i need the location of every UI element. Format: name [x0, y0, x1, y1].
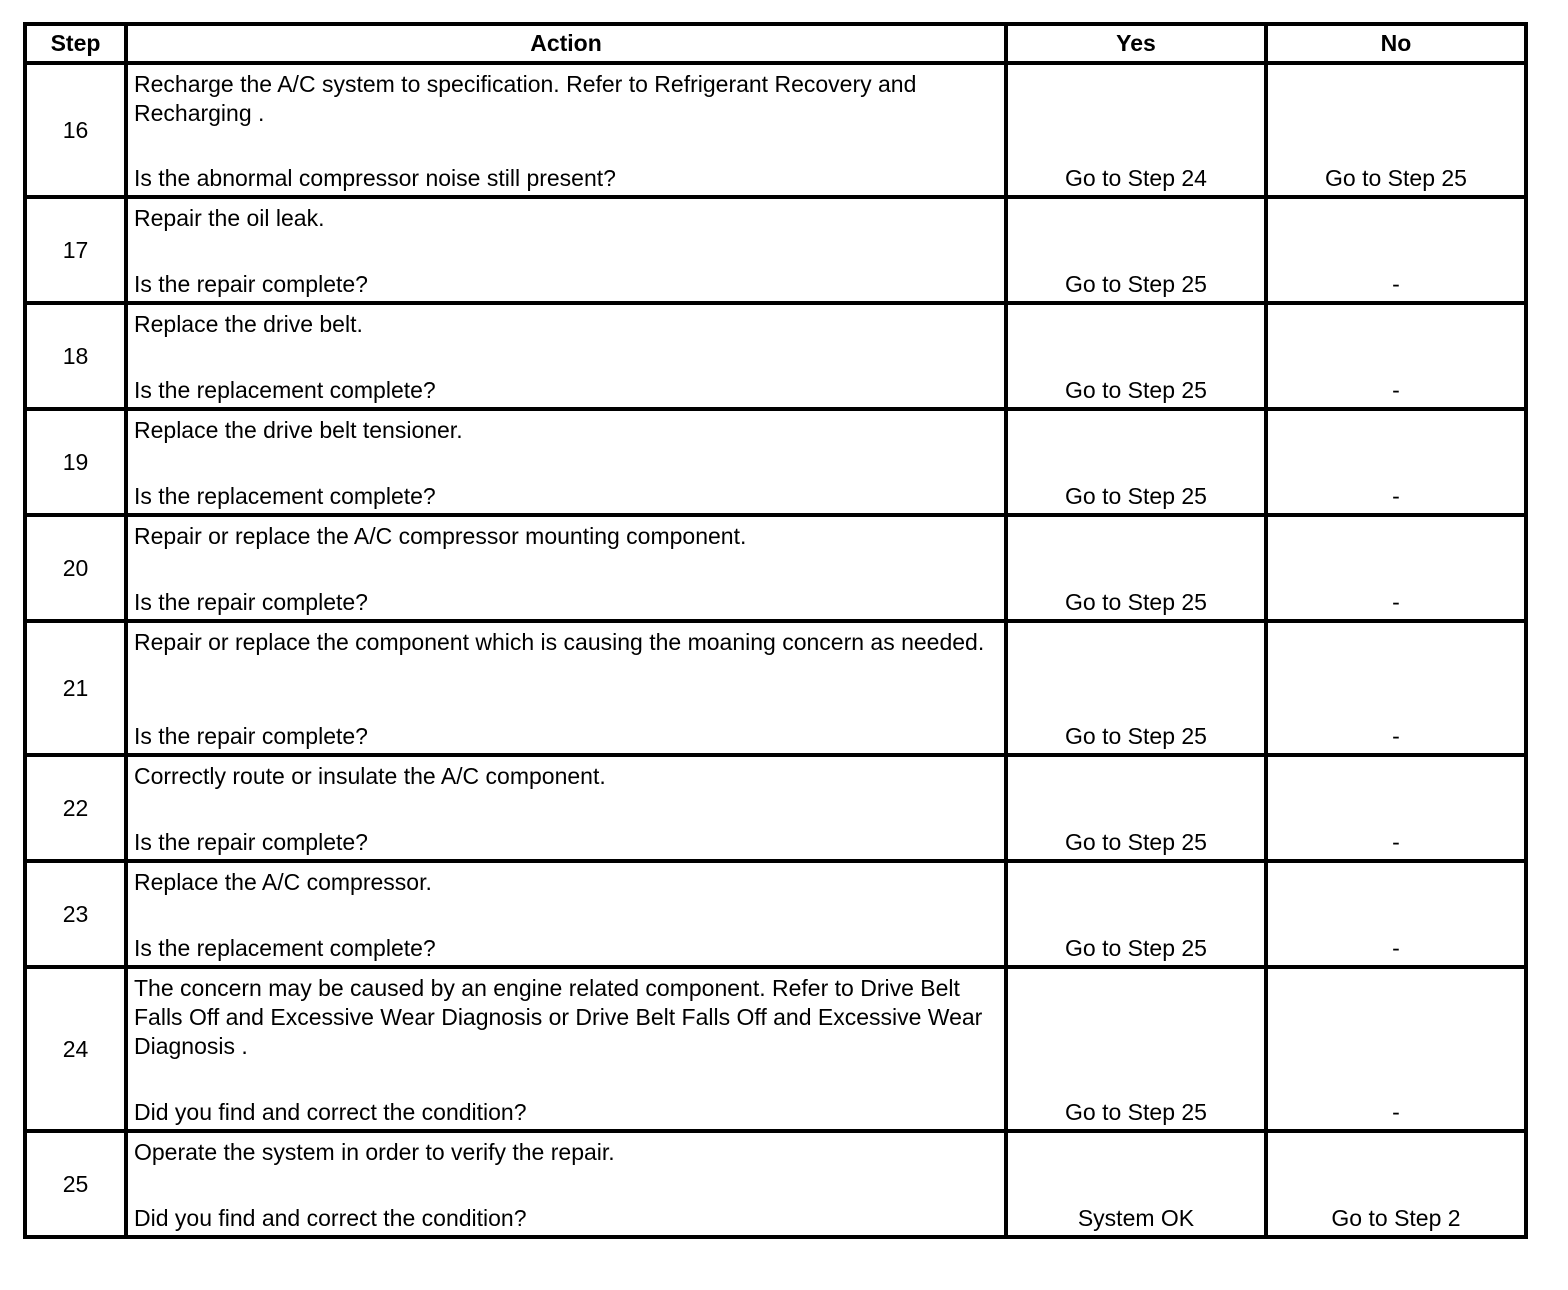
table-row: [25, 515, 1526, 621]
table-row: [25, 1131, 1526, 1237]
header-no: No: [1266, 24, 1526, 63]
table-row: [25, 967, 1526, 1131]
no-result: Go to Step 25: [1266, 63, 1526, 197]
step-number: 19: [25, 409, 126, 515]
action-instruction: Operate the system in order to verify the repair.: [134, 1139, 615, 1165]
table-row: [25, 303, 1526, 409]
step-number: 25: [25, 1131, 126, 1237]
yes-result: Go to Step 25: [1006, 197, 1266, 303]
step-number: 23: [25, 861, 126, 967]
action-instruction: Replace the drive belt.: [134, 311, 363, 337]
no-result: -: [1266, 303, 1526, 409]
header-action: Action: [126, 24, 1006, 63]
action-content: [134, 204, 1000, 299]
diagnostic-table: [23, 22, 1528, 1239]
action-content: [134, 310, 1000, 405]
action-content: [134, 628, 1000, 751]
action-content: [134, 70, 1000, 193]
action-question: Is the repair complete?: [134, 829, 368, 855]
action-question: Is the replacement complete?: [134, 377, 436, 403]
action-question: Is the repair complete?: [134, 271, 368, 297]
action-question: Is the repair complete?: [134, 723, 368, 749]
no-result: -: [1266, 515, 1526, 621]
yes-result: Go to Step 25: [1006, 755, 1266, 861]
action-cell: [126, 197, 1006, 303]
action-cell: [126, 861, 1006, 967]
action-cell: [126, 63, 1006, 197]
action-instruction: Repair or replace the A/C compressor mounting component.: [134, 523, 747, 549]
action-question: Is the repair complete?: [134, 589, 368, 615]
yes-result: Go to Step 25: [1006, 515, 1266, 621]
action-question: Is the replacement complete?: [134, 483, 436, 509]
action-instruction: The concern may be caused by an engine related component. Refer to Drive Belt Falls Off and Excessive Wear Diagnosis or Drive Belt Falls Off and Excessive Wear Diagnosis .: [134, 975, 983, 1059]
action-cell: [126, 755, 1006, 861]
yes-result: Go to Step 25: [1006, 409, 1266, 515]
no-result: -: [1266, 861, 1526, 967]
step-number: 18: [25, 303, 126, 409]
action-question: Is the abnormal compressor noise still present?: [134, 165, 616, 191]
step-number: 20: [25, 515, 126, 621]
action-instruction: Recharge the A/C system to specification. Refer to Refrigerant Recovery and Recharging .: [134, 71, 917, 126]
action-cell: [126, 409, 1006, 515]
action-content: [134, 974, 1000, 1127]
step-number: 21: [25, 621, 126, 755]
yes-result: Go to Step 25: [1006, 967, 1266, 1131]
yes-result: Go to Step 25: [1006, 621, 1266, 755]
action-cell: [126, 303, 1006, 409]
no-result: -: [1266, 621, 1526, 755]
no-result: -: [1266, 967, 1526, 1131]
header-row: [25, 24, 1526, 63]
action-instruction: Repair or replace the component which is causing the moaning concern as needed.: [134, 629, 985, 655]
table-row: [25, 63, 1526, 197]
action-question: Did you find and correct the condition?: [134, 1099, 527, 1125]
action-content: [134, 762, 1000, 857]
step-number: 17: [25, 197, 126, 303]
table-row: [25, 755, 1526, 861]
step-number: 24: [25, 967, 126, 1131]
table-row: [25, 409, 1526, 515]
action-cell: [126, 1131, 1006, 1237]
step-number: 16: [25, 63, 126, 197]
header-yes: Yes: [1006, 24, 1266, 63]
action-content: [134, 416, 1000, 511]
table-body: [25, 63, 1526, 1237]
table-row: [25, 861, 1526, 967]
action-content: [134, 868, 1000, 963]
header-step: Step: [25, 24, 126, 63]
action-question: Did you find and correct the condition?: [134, 1205, 527, 1231]
action-instruction: Replace the drive belt tensioner.: [134, 417, 463, 443]
no-result: Go to Step 2: [1266, 1131, 1526, 1237]
no-result: -: [1266, 197, 1526, 303]
yes-result: Go to Step 25: [1006, 303, 1266, 409]
action-cell: [126, 621, 1006, 755]
no-result: -: [1266, 409, 1526, 515]
yes-result: Go to Step 24: [1006, 63, 1266, 197]
yes-result: Go to Step 25: [1006, 861, 1266, 967]
action-content: [134, 1138, 1000, 1233]
table-row: [25, 197, 1526, 303]
table-row: [25, 621, 1526, 755]
action-cell: [126, 515, 1006, 621]
action-question: Is the replacement complete?: [134, 935, 436, 961]
no-result: -: [1266, 755, 1526, 861]
action-content: [134, 522, 1000, 617]
step-number: 22: [25, 755, 126, 861]
action-cell: [126, 967, 1006, 1131]
yes-result: System OK: [1006, 1131, 1266, 1237]
action-instruction: Repair the oil leak.: [134, 205, 325, 231]
action-instruction: Replace the A/C compressor.: [134, 869, 432, 895]
action-instruction: Correctly route or insulate the A/C component.: [134, 763, 606, 789]
